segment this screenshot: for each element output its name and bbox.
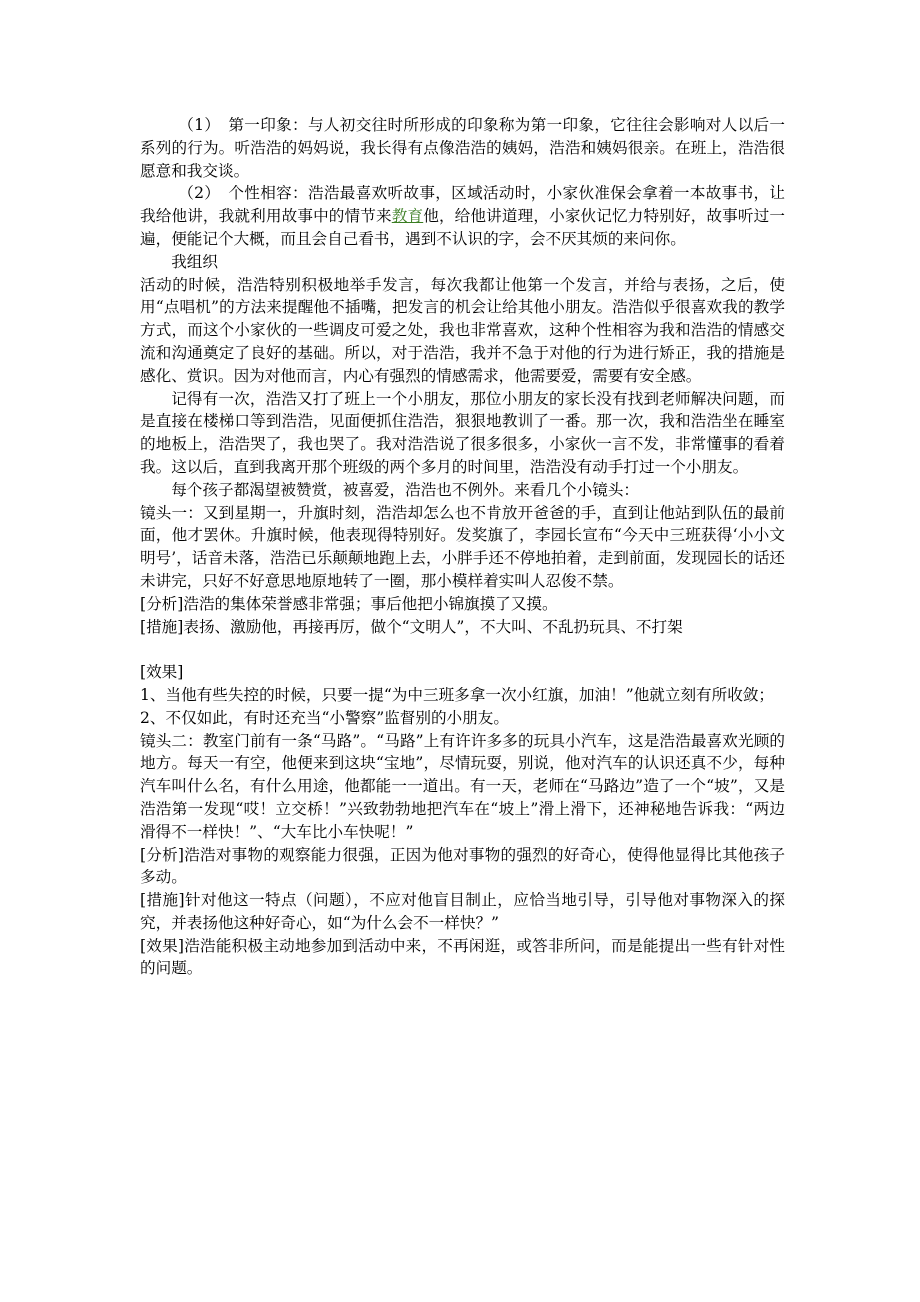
paragraph-analysis-two: [分析]浩浩对事物的观察能力很强，正因为他对事物的强烈的好奇心，使得他显得比其他孩子多动。 — [140, 845, 785, 887]
paragraph-effect-two: 2、不仅如此，有时还充当“小警察”监督别的小朋友。 — [140, 708, 509, 727]
paragraph-measure-one: [措施]表扬、激励他，再接再厉，做个“文明人”，不大叫、不乱扔玩具、不打架 — [140, 617, 683, 636]
paragraph-effect-heading: [效果] — [140, 663, 184, 682]
document-body — [140, 114, 785, 980]
paragraph-scene-two: 镜头二：教室门前有一条“马路”。“马路”上有许许多多的玩具小汽车，这是浩浩最喜欢光顾的地方。每天一有空，他便来到这块“宝地”，尽情玩耍，别说，他对汽车的认识还真不少，每种汽车叫什么名，有什么用途，他都能一一道出。有一天，老师在“马路边”造了一个“坡”，又是浩浩第一发现“哎！立交桥！”兴致勃勃地把汽车在“坡上”滑上滑下，还神秘地告诉我：“两边滑得不一样快！”、“大车比小车快呢！” — [140, 731, 785, 841]
paragraph-effect-one: 1、当他有些失控的时候，只要一提“为中三班多拿一次小红旗，加油！”他就立刻有所收敛； — [140, 685, 775, 704]
education-link[interactable]: 教育 — [391, 207, 424, 226]
paragraph-personality-text-a: （2） 个性相容：浩浩最喜欢听故事，区域活动时，小家伙准保会拿着一本故事书，让我给他讲，我就利用故事中的情节来 — [140, 184, 785, 226]
paragraph-first-impression: （1） 第一印象：与人初交往时所形成的印象称为第一印象，它往往会影响对人以后一系列的行为。听浩浩的妈妈说，我长得有点像浩浩的姨妈，浩浩和姨妈很亲。在班上，浩浩很愿意和我交谈。 — [140, 116, 785, 180]
paragraph-effect-three: [效果]浩浩能积极主动地参加到活动中来，不再闲逛，或答非所问，而是能提出一些有针对性的问题。 — [140, 936, 785, 978]
paragraph-activity: 活动的时候，浩浩特别积极地举手发言，每次我都让他第一个发言，并给与表扬，之后，使用“点唱机”的方法来提醒他不插嘴，把发言的机会让给其他小朋友。浩浩似乎很喜欢我的教学方式，而这个小家伙的一些调皮可爱之处，我也非常喜欢，这种个性相容为我和浩浩的情感交流和沟通奠定了良好的基础。所以，对于浩浩，我并不急于对他的行为进行矫正，我的措施是感化、赏识。因为对他而言，内心有强烈的情感需求，他需要爱，需要有安全感。 — [140, 275, 785, 385]
paragraph-personality — [140, 182, 785, 250]
paragraph-analysis-one: [分析]浩浩的集体荣誉感非常强；事后他把小锦旗摸了又摸。 — [140, 594, 558, 613]
paragraph-scene-one: 镜头一：又到星期一，升旗时刻，浩浩却怎么也不肯放开爸爸的手，直到让他站到队伍的最前面，他才罢休。升旗时候，他表现得特别好。发奖旗了，李园长宣布“今天中三班获得‘小小文明号’，话音未落，浩浩已乐颠颠地跑上去，小胖手还不停地拍着，走到前面，发现园长的话还未讲完，只好不好意思地原地转了一圈，那小模样着实叫人忍俊不禁。 — [140, 503, 785, 590]
blank-line — [140, 638, 785, 661]
paragraph-organize: 我组织 — [171, 252, 218, 271]
paragraph-praise: 每个孩子都渴望被赞赏，被喜爱，浩浩也不例外。来看几个小镜头： — [171, 480, 640, 499]
paragraph-personality-text-b: 他，给他讲道理，小家伙记忆力特别好，故事听过一遍，便能记个大概，而且会自己看书，遇到不认识的字，会不厌其烦的来问你。 — [140, 207, 785, 248]
paragraph-measure-two: [措施]针对他这一特点（问题），不应对他盲目制止，应恰当地引导，引导他对事物深入的探究，并表扬他这种好奇心，如“为什么会不一样快？” — [140, 891, 785, 932]
paragraph-memory: 记得有一次，浩浩又打了班上一个小朋友，那位小朋友的家长没有找到老师解决问题，而是直接在楼梯口等到浩浩，见面便抓住浩浩，狠狠地教训了一番。那一次，我和浩浩坐在睡室的地板上，浩浩哭了，我也哭了。我对浩浩说了很多很多，小家伙一言不发，非常懂事的看着我。这以后，直到我离开那个班级的两个多月的时间里，浩浩没有动手打过一个小朋友。 — [140, 389, 785, 476]
